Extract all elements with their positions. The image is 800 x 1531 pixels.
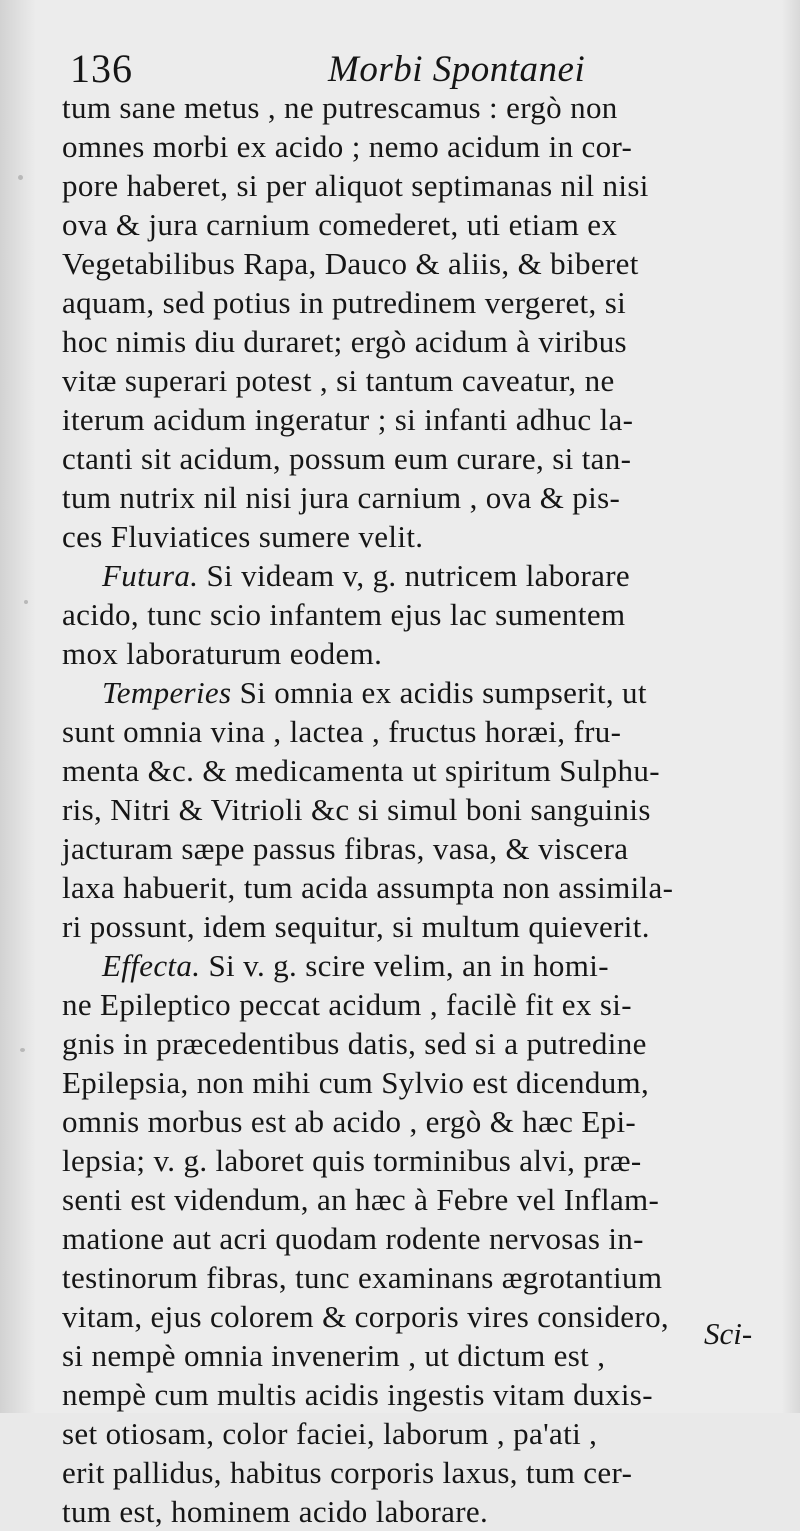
page-number: 136 bbox=[70, 46, 133, 91]
text-line: ova & jura carnium comederet, uti etiam ex bbox=[62, 207, 618, 242]
text-line: ces Fluviatices sumere velit. bbox=[62, 519, 424, 554]
text-line: Vegetabilibus Rapa, Dauco & aliis, & biberet bbox=[62, 246, 639, 281]
section-lead-futura: Futura. bbox=[102, 558, 199, 593]
text-line: matione aut acri quodam rodente nervosas in- bbox=[62, 1221, 644, 1256]
text-line: lepsia; v. g. laboret quis torminibus alvi, præ- bbox=[62, 1143, 642, 1178]
ink-speck bbox=[18, 175, 23, 180]
paragraph-effecta bbox=[62, 946, 790, 985]
text-line: tum nutrix nil nisi jura carnium , ova & pis- bbox=[62, 480, 621, 515]
text-line: set otiosam, color faciei, laborum , pa'ati , bbox=[62, 1416, 598, 1451]
running-head: Morbi Spontanei bbox=[328, 49, 586, 90]
ink-speck bbox=[24, 600, 28, 604]
text-line: gnis in præcedentibus datis, sed si a putredine bbox=[62, 1026, 647, 1061]
section-lead-effecta: Effecta. bbox=[102, 948, 201, 983]
catchword: Sci- bbox=[704, 1316, 753, 1351]
paragraph-temperies bbox=[62, 673, 790, 712]
text-line: tum est, hominem acido laborare. bbox=[62, 1494, 489, 1529]
text-line: testinorum fibras, tunc examinans ægrotantium bbox=[62, 1260, 663, 1295]
text-line: mox laboraturum eodem. bbox=[62, 636, 383, 671]
text-line: ne Epileptico peccat acidum , facilè fit ex si- bbox=[62, 987, 632, 1022]
text-line: Si v. g. scire velim, an in homi- bbox=[208, 948, 609, 983]
text-line: jacturam sæpe passus fibras, vasa, & viscera bbox=[62, 831, 629, 866]
text-line: Si omnia ex acidis sumpserit, ut bbox=[239, 675, 647, 710]
text-line: omnes morbi ex acido ; nemo acidum in cor- bbox=[62, 129, 633, 164]
text-line: pore haberet, si per aliquot septimanas nil nisi bbox=[62, 168, 649, 203]
text-line: laxa habuerit, tum acida assumpta non assimila- bbox=[62, 870, 674, 905]
text-line: senti est videndum, an hæc à Febre vel Inflam- bbox=[62, 1182, 660, 1217]
text-line: iterum acidum ingeratur ; si infanti adhuc la- bbox=[62, 402, 634, 437]
text-line: ctanti sit acidum, possum eum curare, si tan- bbox=[62, 441, 632, 476]
text-line: acido, tunc scio infantem ejus lac sumentem bbox=[62, 597, 626, 632]
text-line: tum sane metus , ne putrescamus : ergò non bbox=[62, 90, 618, 125]
section-lead-temperies: Temperies bbox=[102, 675, 232, 710]
text-line: ri possunt, idem sequitur, si multum quieverit. bbox=[62, 909, 650, 944]
body-text bbox=[62, 88, 790, 1531]
text-line: sunt omnia vina , lactea , fructus horæi, fru- bbox=[62, 714, 622, 749]
ink-speck bbox=[20, 1048, 25, 1052]
text-line: Epilepsia, non mihi cum Sylvio est dicendum, bbox=[62, 1065, 650, 1100]
text-line: ris, Nitri & Vitrioli &c si simul boni sanguinis bbox=[62, 792, 651, 827]
text-line: erit pallidus, habitus corporis laxus, tum cer- bbox=[62, 1455, 633, 1490]
gutter-shadow bbox=[0, 0, 36, 1413]
text-line: si nempè omnia invenerim , ut dictum est , bbox=[62, 1338, 606, 1373]
text-line: menta &c. & medicamenta ut spiritum Sulphu- bbox=[62, 753, 660, 788]
text-line: vitæ superari potest , si tantum caveatur, ne bbox=[62, 363, 615, 398]
text-line: nempè cum multis acidis ingestis vitam duxis- bbox=[62, 1377, 653, 1412]
text-line: hoc nimis diu duraret; ergò acidum à viribus bbox=[62, 324, 627, 359]
text-line: aquam, sed potius in putredinem vergeret, si bbox=[62, 285, 627, 320]
text-line: Si videam v, g. nutricem laborare bbox=[206, 558, 631, 593]
text-line: omnis morbus est ab acido , ergò & hæc Epi- bbox=[62, 1104, 637, 1139]
paragraph-futura bbox=[62, 556, 790, 595]
text-line: vitam, ejus colorem & corporis vires considero, bbox=[62, 1299, 670, 1334]
